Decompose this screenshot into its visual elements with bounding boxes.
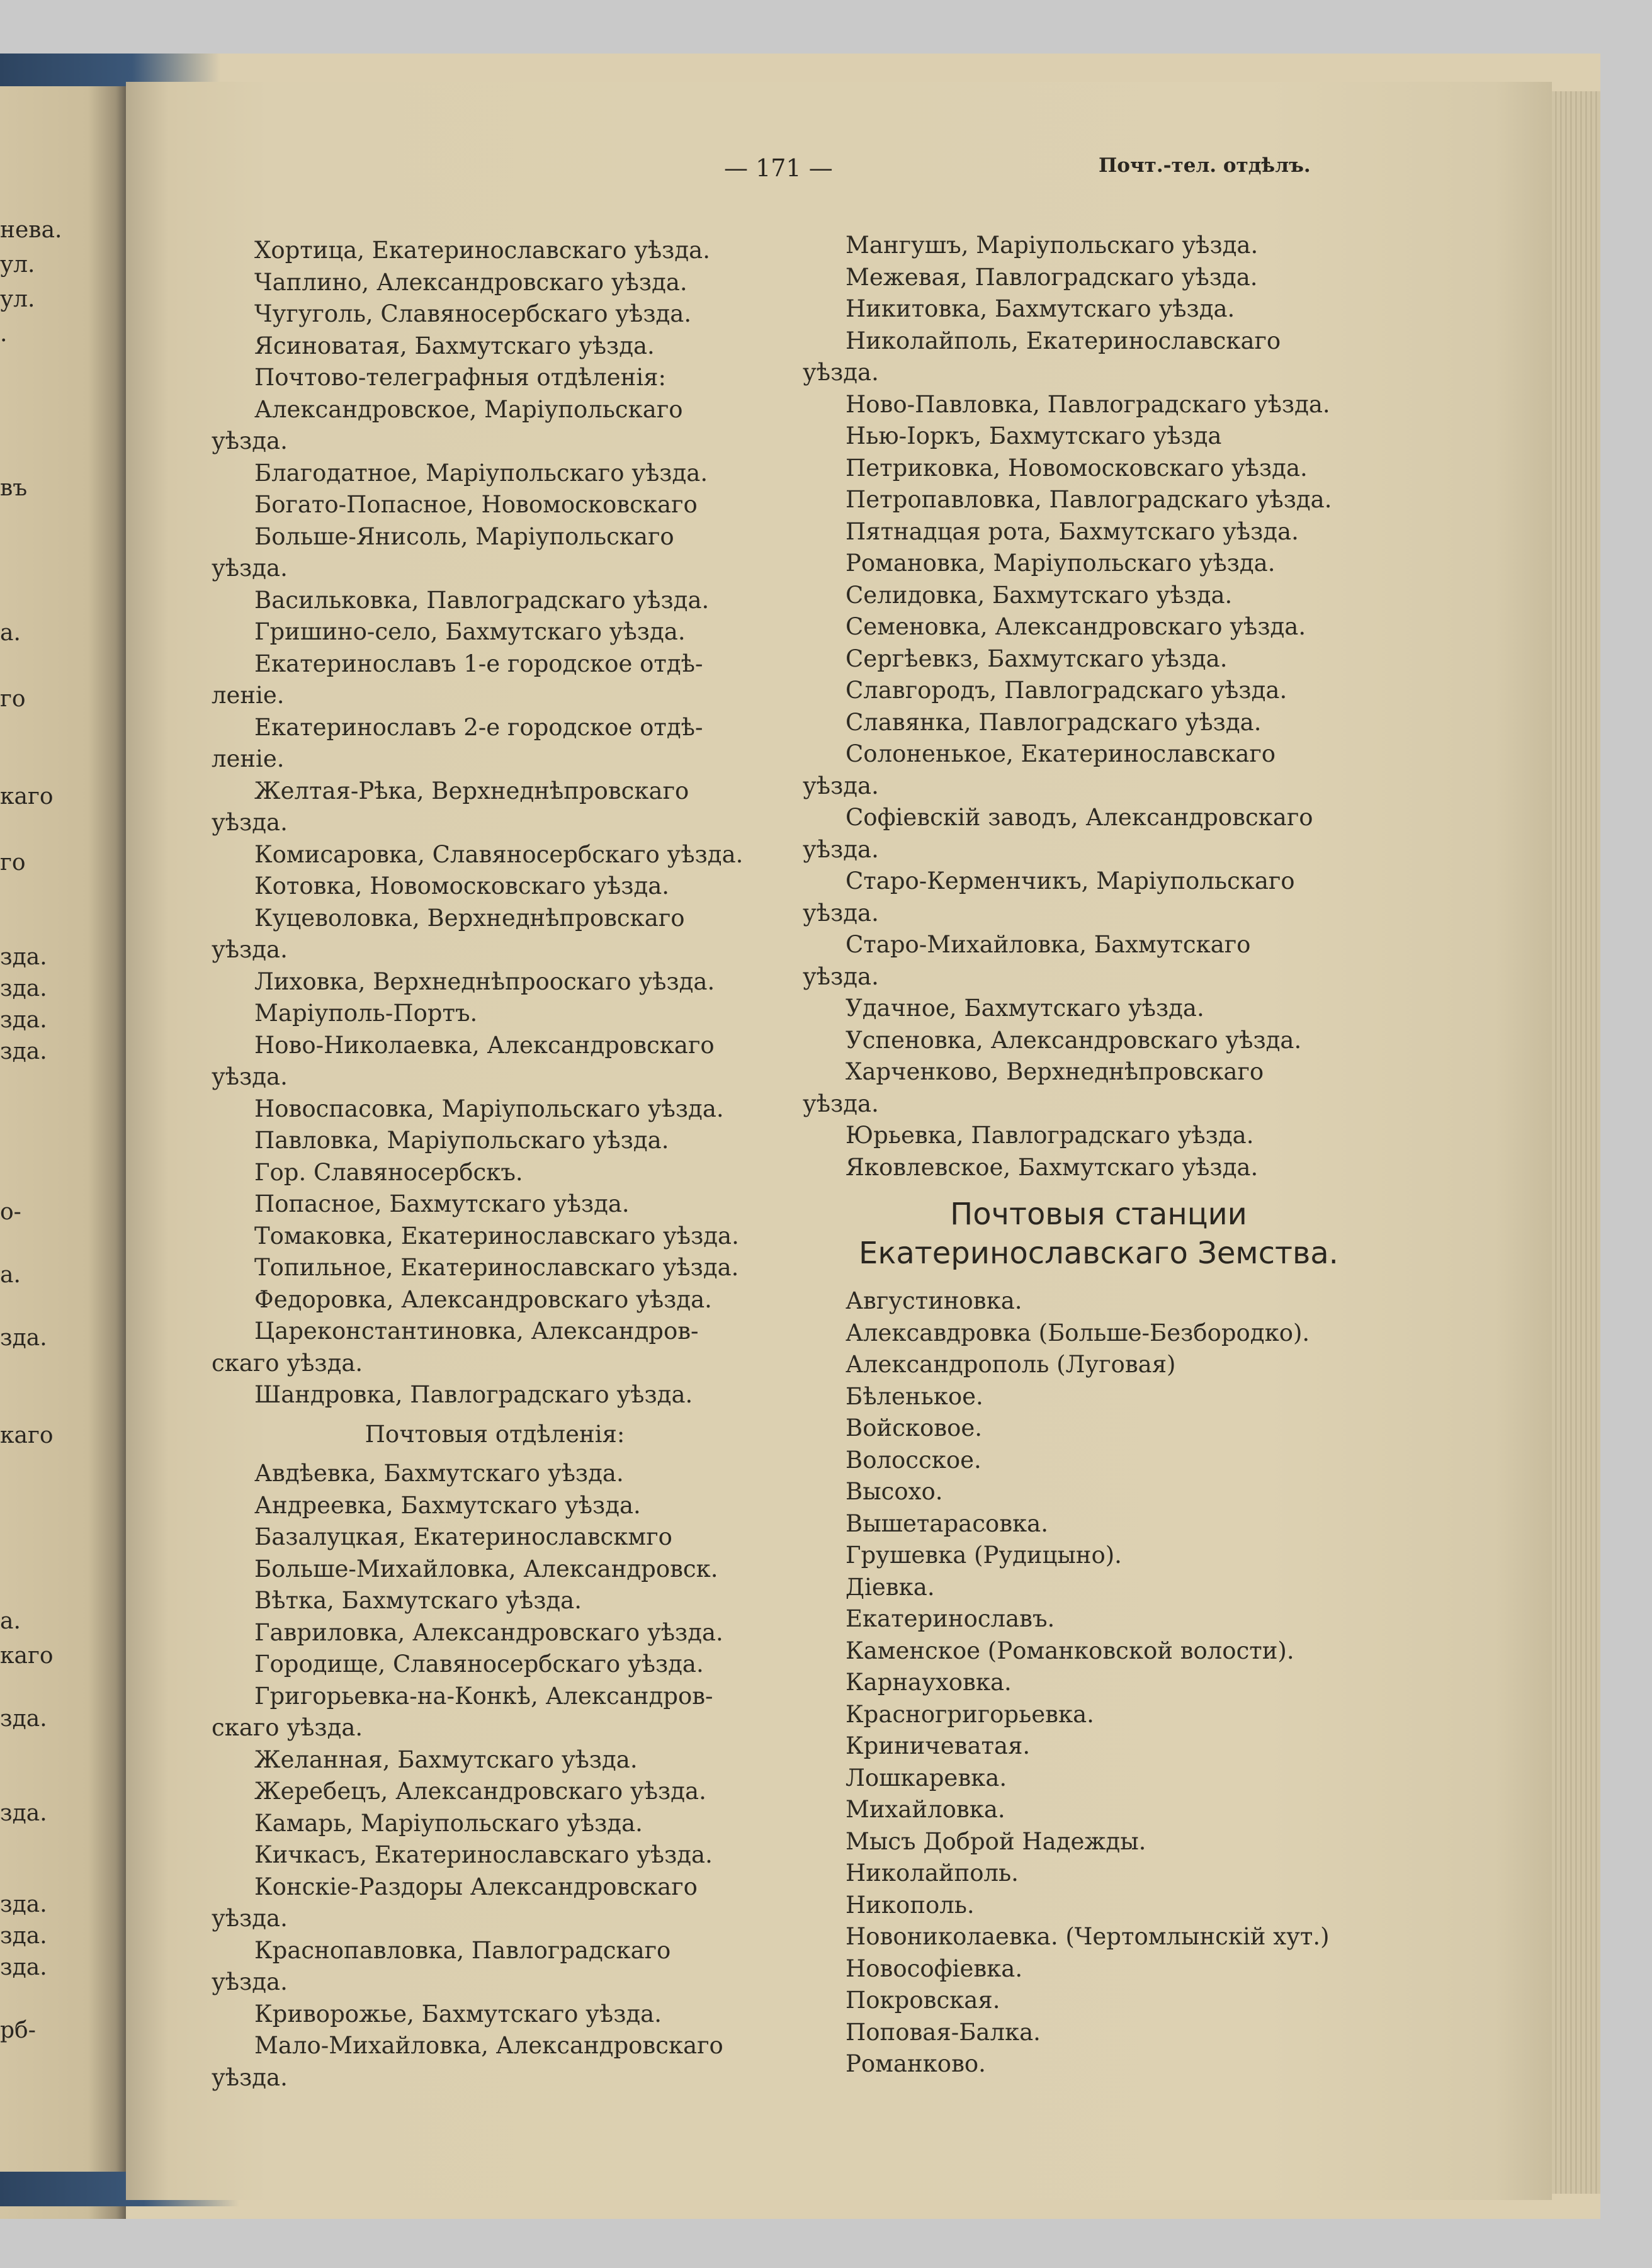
left-page-fragment: въ (0, 475, 28, 501)
entry-line: Яковлевское, Бахмутскаго уѣзда. (846, 1153, 1259, 1181)
entry-line: леніе. (212, 682, 285, 709)
entry-line: Карнауховка. (846, 1669, 1012, 1696)
left-page-fragment: каго (0, 784, 54, 810)
left-page-fragment: зда. (0, 1007, 47, 1033)
entry-line: Желтая-Рѣка, Верхнеднѣпровскаго (254, 777, 689, 804)
entry-line: Топильное, Екатеринославскаго уѣзда. (254, 1254, 739, 1281)
entry-line: Благодатное, Маріупольскаго уѣзда. (254, 459, 708, 487)
entry-line: Николайполь, Екатеринославскаго (846, 327, 1281, 354)
entry-line: Лошкаревка. (846, 1764, 1007, 1791)
entry-line: Котовка, Новомосковскаго уѣзда. (254, 872, 670, 900)
entry-line: Богато-Попасное, Новомосковскаго (254, 491, 698, 518)
entry-line: Чаплино, Александровскаго уѣзда. (254, 268, 687, 296)
left-page-fragment: . (0, 321, 8, 347)
entry-line: Нью-Іоркъ, Бахмутскаго уѣзда (846, 422, 1222, 449)
entry-line: Вѣтка, Бахмутскаго уѣзда. (254, 1587, 582, 1614)
left-page-fragment: ул. (0, 286, 35, 312)
entry-line: Межевая, Павлоградскаго уѣзда. (846, 263, 1258, 291)
entry-line: Мало-Михайловка, Александровскаго (254, 2032, 723, 2059)
entry-line: Новониколаевка. (Чертомлынскій хут.) (846, 1923, 1330, 1950)
entry-line: уѣзда. (212, 1063, 288, 1090)
left-column (212, 235, 778, 2094)
left-page-fragment: а. (0, 620, 21, 646)
entry-line: Почтово-телеграфныя отдѣленія: (254, 364, 666, 391)
entry-line: Бѣленькое. (846, 1382, 983, 1410)
entry-line: уѣзда. (212, 1968, 288, 1995)
entry-line: Никополь. (846, 1891, 975, 1919)
entry-line: Новоспасовка, Маріупольскаго уѣзда. (254, 1095, 724, 1122)
entry-line: Жеребецъ, Александровскаго уѣзда. (254, 1778, 706, 1805)
entry-line: Маріуполь-Портъ. (254, 1000, 478, 1027)
left-page-fragment: зда. (0, 1892, 47, 1917)
page-number: — 171 — (724, 154, 833, 182)
right-column (803, 230, 1395, 2080)
entry-line: Юрьевка, Павлоградскаго уѣзда. (846, 1122, 1254, 1149)
left-page-fragment: ул. (0, 252, 35, 278)
entry-line: Лиховка, Верхнеднѣпроoскаго уѣзда. (254, 968, 715, 995)
left-page-fragment: зда. (0, 1800, 47, 1826)
running-head: Почт.-тел. отдѣлъ. (1099, 154, 1311, 177)
entry-line: Поповая-Балка. (846, 2018, 1041, 2046)
entry-line: уѣзда. (803, 1090, 879, 1117)
page-stack-edge (1552, 91, 1600, 2194)
entry-line: Больше-Михайловка, Александровск. (254, 1555, 718, 1583)
entry-line: Чугуголь, Славяносербскаго уѣзда. (254, 300, 692, 327)
left-page-fragment: зда. (0, 976, 47, 1001)
entry-line: Краснопавловка, Павлоградскаго (254, 1936, 671, 1964)
stations-heading: Почтовыя станции (950, 1197, 1247, 1232)
entry-line: Солоненькое, Екатеринославскаго (846, 740, 1276, 767)
entry-line: Петриковка, Новомосковскаго уѣзда. (846, 454, 1308, 482)
left-page-fragment: каго (0, 1423, 54, 1448)
entry-line: Екатеринославъ. (846, 1605, 1055, 1632)
entry-line: уѣзда. (212, 555, 288, 582)
left-page-fragment: зда. (0, 1325, 47, 1351)
entry-line: Васильковка, Павлоградскаго уѣзда. (254, 586, 710, 614)
entry-line: Пятнадцая рота, Бахмутскаго уѣзда. (846, 517, 1299, 545)
left-page-fragment: го (0, 850, 26, 876)
entry-line: уѣзда. (212, 1905, 288, 1932)
entry-line: уѣзда. (212, 809, 288, 836)
entry-line: Харченково, Верхнеднѣпровскаго (846, 1058, 1264, 1085)
entry-line: Ново-Павловка, Павлоградскаго уѣзда. (846, 390, 1330, 418)
entry-line: уѣзда. (803, 359, 879, 386)
entry-line: Кичкасъ, Екатеринославскаго уѣзда. (254, 1841, 713, 1868)
left-page-edge (0, 54, 126, 2219)
entry-line: Михайловка. (846, 1796, 1005, 1823)
entry-line: Славянка, Павлоградскаго уѣзда. (846, 708, 1262, 736)
entry-line: Александровское, Маріупольскаго (254, 395, 683, 423)
entry-line: Екатеринославъ 2-е городское отдѣ- (254, 713, 703, 741)
entry-line: уѣзда. (803, 835, 879, 863)
entry-line: уѣзда. (803, 772, 879, 799)
entry-line: Войсковое. (846, 1414, 983, 1441)
entry-line: Августиновка. (846, 1287, 1022, 1314)
entry-line: Высохо. (846, 1478, 943, 1505)
entry-line: Конскіе-Раздоры Александровскаго (254, 1873, 698, 1900)
entry-line: Цареконстантиновка, Александров- (254, 1317, 699, 1345)
entry-line: Старо-Керменчикъ, Маріупольскаго (846, 867, 1295, 894)
entry-line: Сергѣевкз, Бахмутскаго уѣзда. (846, 645, 1228, 672)
entry-line: скаго уѣзда. (212, 1349, 363, 1377)
left-page-fragment: го (0, 686, 26, 712)
entry-line: скаго уѣзда. (212, 1714, 363, 1741)
entry-line: Криворожье, Бахмутскаго уѣзда. (254, 2000, 662, 2028)
left-page-fragment: рб- (0, 2017, 36, 2043)
entry-line: леніе. (212, 745, 285, 772)
entry-line: Алексавдровка (Больше-Безбородко). (846, 1319, 1310, 1346)
entry-line: Ново-Николаевка, Александровскаго (254, 1031, 715, 1059)
entry-line: уѣзда. (212, 2063, 288, 2091)
left-page-fragment: зда. (0, 1706, 47, 1732)
entry-line: Попасное, Бахмутскаго уѣзда. (254, 1190, 630, 1217)
left-page-fragment: зда. (0, 1923, 47, 1949)
entry-line: Петропавловка, Павлоградскаго уѣзда. (846, 486, 1332, 513)
entry-line: Семеновка, Александровскаго уѣзда. (846, 613, 1306, 640)
entry-line: Больше-Янисоль, Маріупольскаго (254, 522, 674, 550)
entry-line: Селидовка, Бахмутскаго уѣзда. (846, 581, 1233, 609)
entry-line: Мысъ Доброй Надежды. (846, 1827, 1146, 1855)
entry-line: Грушевка (Рудицыно). (846, 1542, 1122, 1569)
left-page-fragment: зда. (0, 944, 47, 970)
entry-line: Авдѣевка, Бахмутскаго уѣзда. (254, 1460, 624, 1487)
entry-line: Покровская. (846, 1987, 1000, 2014)
entry-line: Григорьевка-на-Конкѣ, Александров- (254, 1682, 713, 1710)
entry-line: Павловка, Маріупольскаго уѣзда. (254, 1127, 669, 1154)
entry-line: Комисаровка, Славяносербскаго уѣзда. (254, 840, 744, 868)
entry-line: Криничеватая. (846, 1732, 1031, 1759)
entry-line: Успеновка, Александровскаго уѣзда. (846, 1026, 1302, 1054)
left-page-fragment: а. (0, 1608, 21, 1634)
entry-line: Андреевка, Бахмутскаго уѣзда. (254, 1491, 641, 1519)
entry-line: Софіевскій заводъ, Александровскаго (846, 804, 1313, 831)
left-page-fragment: нева. (0, 217, 62, 243)
left-page-fragment: о- (0, 1199, 21, 1225)
entry-line: Федоровка, Александровскаго уѣзда. (254, 1285, 712, 1313)
entry-line: уѣзда. (212, 427, 288, 454)
entry-line: Волосское. (846, 1446, 982, 1474)
entry-line: Куцеволовка, Верхнеднѣпровскаго (254, 904, 685, 932)
entry-line: Славгородъ, Павлоградскаго уѣзда. (846, 677, 1287, 704)
entry-line: Красногригорьевка. (846, 1700, 1094, 1728)
entry-line: уѣзда. (803, 962, 879, 990)
entry-line: Гор. Славяносербскъ. (254, 1158, 523, 1186)
entry-line: Базалуцкая, Екатеринославскмго (254, 1523, 672, 1550)
entry-line: Никитовка, Бахмутскаго уѣзда. (846, 295, 1235, 322)
entry-line: Новософіевка. (846, 1955, 1023, 1982)
entry-line: Гавриловка, Александровскаго уѣзда. (254, 1618, 723, 1646)
entry-line: Городище, Славяносербскаго уѣзда. (254, 1650, 704, 1678)
entry-line: Александрополь (Луговая) (846, 1351, 1176, 1378)
entry-line: Вышетарасовка. (846, 1509, 1048, 1537)
section-heading: Почтовыя отдѣленія: (365, 1420, 625, 1448)
entry-line: Удачное, Бахмутскаго уѣзда. (846, 995, 1204, 1022)
entry-line: Хортица, Екатеринославскаго уѣзда. (254, 237, 710, 264)
entry-line: Гришино-село, Бахмутскаго уѣзда. (254, 618, 686, 645)
left-page-fragment: а. (0, 1262, 21, 1288)
entry-line: Ясиноватая, Бахмутскаго уѣзда. (254, 332, 655, 359)
stations-heading: Екатеринославскаго Земства. (859, 1236, 1338, 1271)
entry-line: Камарь, Маріупольскаго уѣзда. (254, 1809, 643, 1837)
entry-line: Романково. (846, 2050, 986, 2077)
entry-line: Екатеринославъ 1-е городское отдѣ- (254, 650, 703, 677)
left-page-fragment: зда. (0, 1039, 47, 1064)
entry-line: Желанная, Бахмутскаго уѣзда. (254, 1746, 638, 1773)
entry-line: Каменское (Романковской волости). (846, 1637, 1294, 1664)
left-page-fragment: зда. (0, 1955, 47, 1980)
entry-line: Шандровка, Павлоградскаго уѣзда. (254, 1381, 693, 1408)
entry-line: Романовка, Маріупольскаго уѣзда. (846, 550, 1276, 577)
entry-line: Мангушъ, Маріупольскаго уѣзда. (846, 232, 1259, 259)
entry-line: уѣзда. (803, 899, 879, 927)
entry-line: Николайполь. (846, 1859, 1019, 1887)
entry-line: уѣзда. (212, 936, 288, 963)
entry-line: Діевка. (846, 1573, 935, 1601)
left-page-fragment: каго (0, 1643, 54, 1669)
entry-line: Старо-Михайловка, Бахмутскаго (846, 931, 1251, 958)
entry-line: Томаковка, Екатеринославскаго уѣзда. (254, 1222, 739, 1250)
